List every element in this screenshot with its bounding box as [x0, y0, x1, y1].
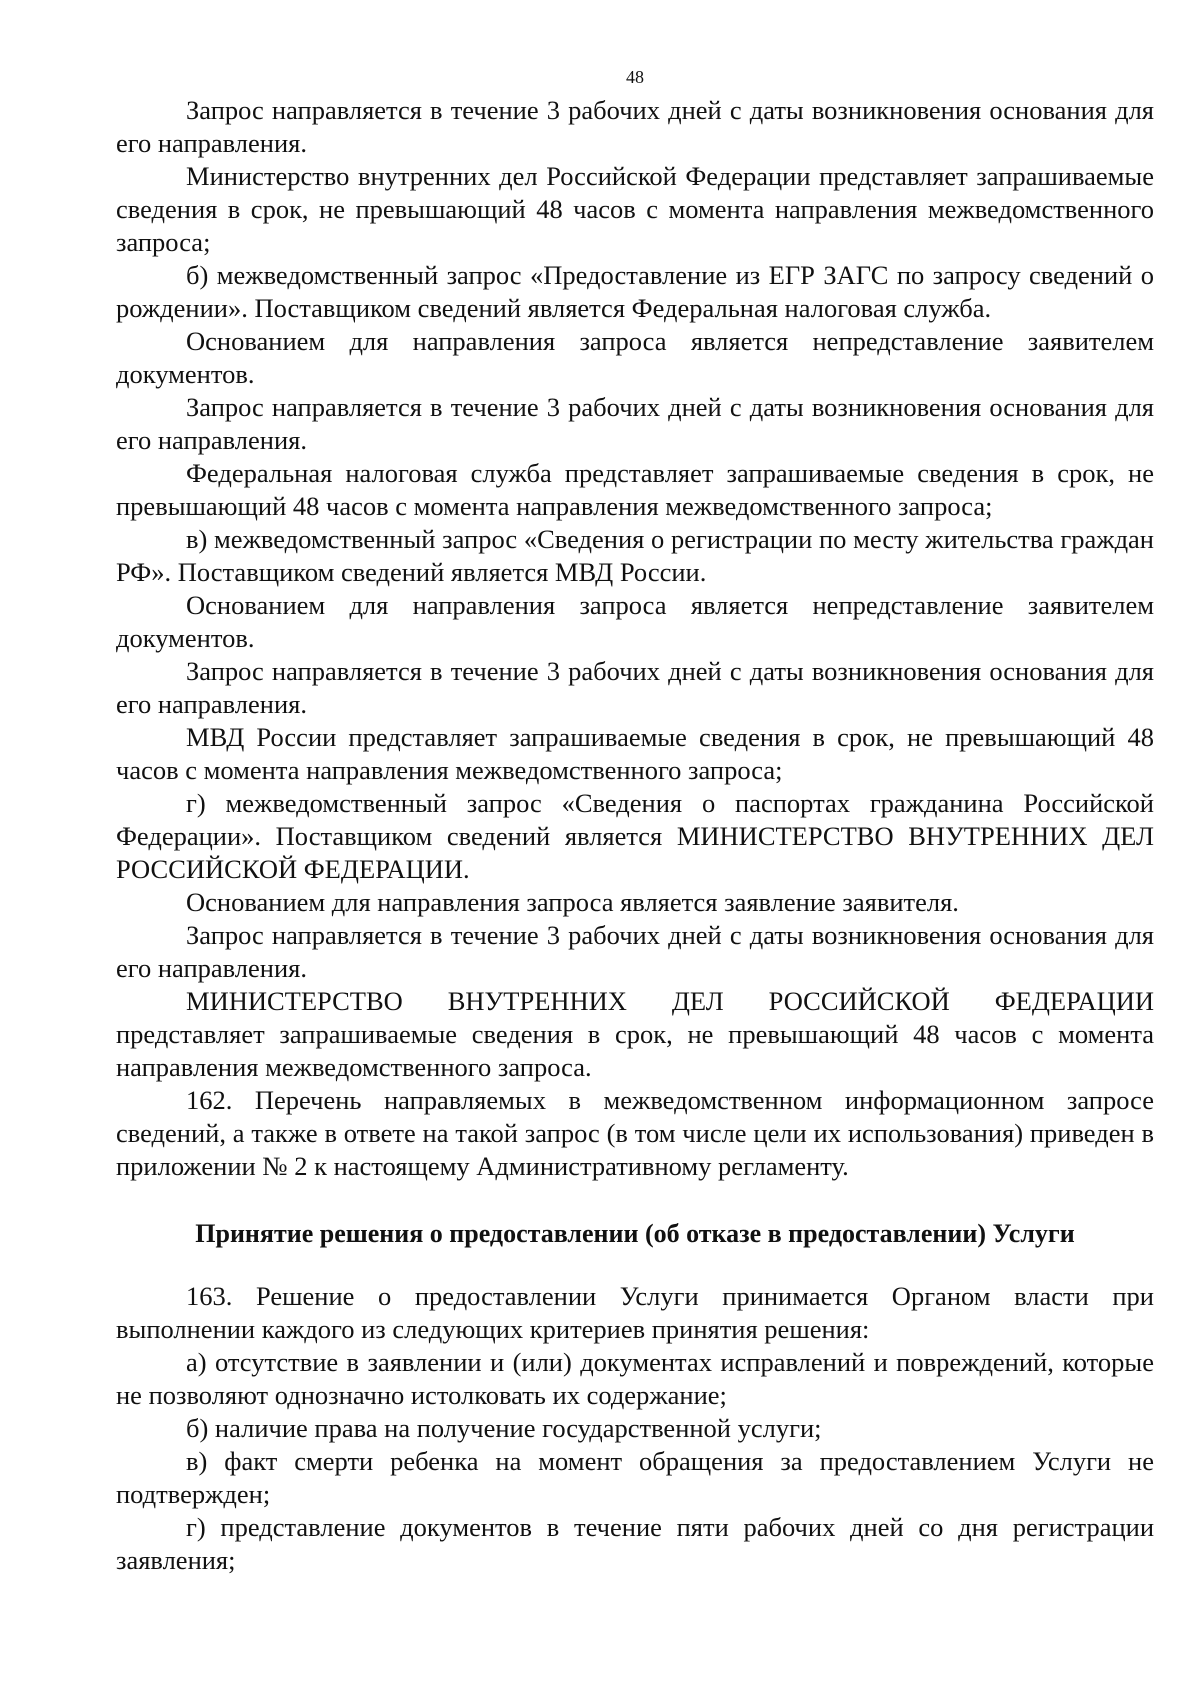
paragraph: Основанием для направления запроса является непредставление заявителем документов.: [116, 590, 1154, 653]
paragraph: Запрос направляется в течение 3 рабочих дней с даты возникновения основания для его направления.: [116, 392, 1154, 455]
paragraph: в) факт смерти ребенка на момент обращения за предоставлением Услуги не подтвержден;: [116, 1446, 1154, 1509]
paragraph: 163. Решение о предоставлении Услуги принимается Органом власти при выполнении каждого из следующих критериев принятия решения:: [116, 1281, 1154, 1344]
paragraph: Основанием для направления запроса является непредставление заявителем документов.: [116, 326, 1154, 389]
paragraph: Запрос направляется в течение 3 рабочих дней с даты возникновения основания для его направления.: [116, 95, 1154, 158]
paragraph: Запрос направляется в течение 3 рабочих дней с даты возникновения основания для его направления.: [116, 656, 1154, 719]
paragraph: б) межведомственный запрос «Предоставление из ЕГР ЗАГС по запросу сведений о рождении». Поставщиком сведений является Федеральная налоговая служба.: [116, 260, 1154, 323]
paragraph: в) межведомственный запрос «Сведения о регистрации по месту жительства граждан РФ». Поставщиком сведений является МВД России.: [116, 524, 1154, 587]
paragraph: Запрос направляется в течение 3 рабочих дней с даты возникновения основания для его направления.: [116, 920, 1154, 983]
document-page: [116, 66, 1154, 1577]
paragraph: г) межведомственный запрос «Сведения о паспортах гражданина Российской Федерации». Поставщиком сведений является МИНИСТЕРСТВО ВНУТРЕННИХ ДЕЛ РОССИЙСКОЙ ФЕДЕРАЦИИ.: [116, 788, 1154, 884]
paragraph: Министерство внутренних дел Российской Федерации представляет запрашиваемые сведения в срок, не превышающий 48 часов с момента направления межведомственного запроса;: [116, 161, 1154, 257]
paragraph: Основанием для направления запроса является заявление заявителя.: [186, 887, 959, 917]
paragraph: а) отсутствие в заявлении и (или) документах исправлений и повреждений, которые не позволяют однозначно истолковать их содержание;: [116, 1347, 1154, 1410]
page-number: 48: [626, 67, 644, 87]
paragraph: МВД России представляет запрашиваемые сведения в срок, не превышающий 48 часов с момента направления межведомственного запроса;: [116, 722, 1154, 785]
paragraph: 162. Перечень направляемых в межведомственном информационном запросе сведений, а также в ответе на такой запрос (в том числе цели их использования) приведен в приложении № 2 к настоящему Административному регламенту.: [116, 1085, 1154, 1181]
paragraph: г) представление документов в течение пяти рабочих дней со дня регистрации заявления;: [116, 1512, 1154, 1575]
paragraph: МИНИСТЕРСТВО ВНУТРЕННИХ ДЕЛ РОССИЙСКОЙ ФЕДЕРАЦИИ представляет запрашиваемые сведения в срок, не превышающий 48 часов с момента направления межведомственного запроса.: [116, 986, 1154, 1082]
paragraph: б) наличие права на получение государственной услуги;: [186, 1413, 822, 1443]
section-heading: Принятие решения о предоставлении (об отказе в предоставлении) Услуги: [195, 1219, 1075, 1248]
paragraph: Федеральная налоговая служба представляет запрашиваемые сведения в срок, не превышающий 48 часов с момента направления межведомственного запроса;: [116, 458, 1154, 521]
